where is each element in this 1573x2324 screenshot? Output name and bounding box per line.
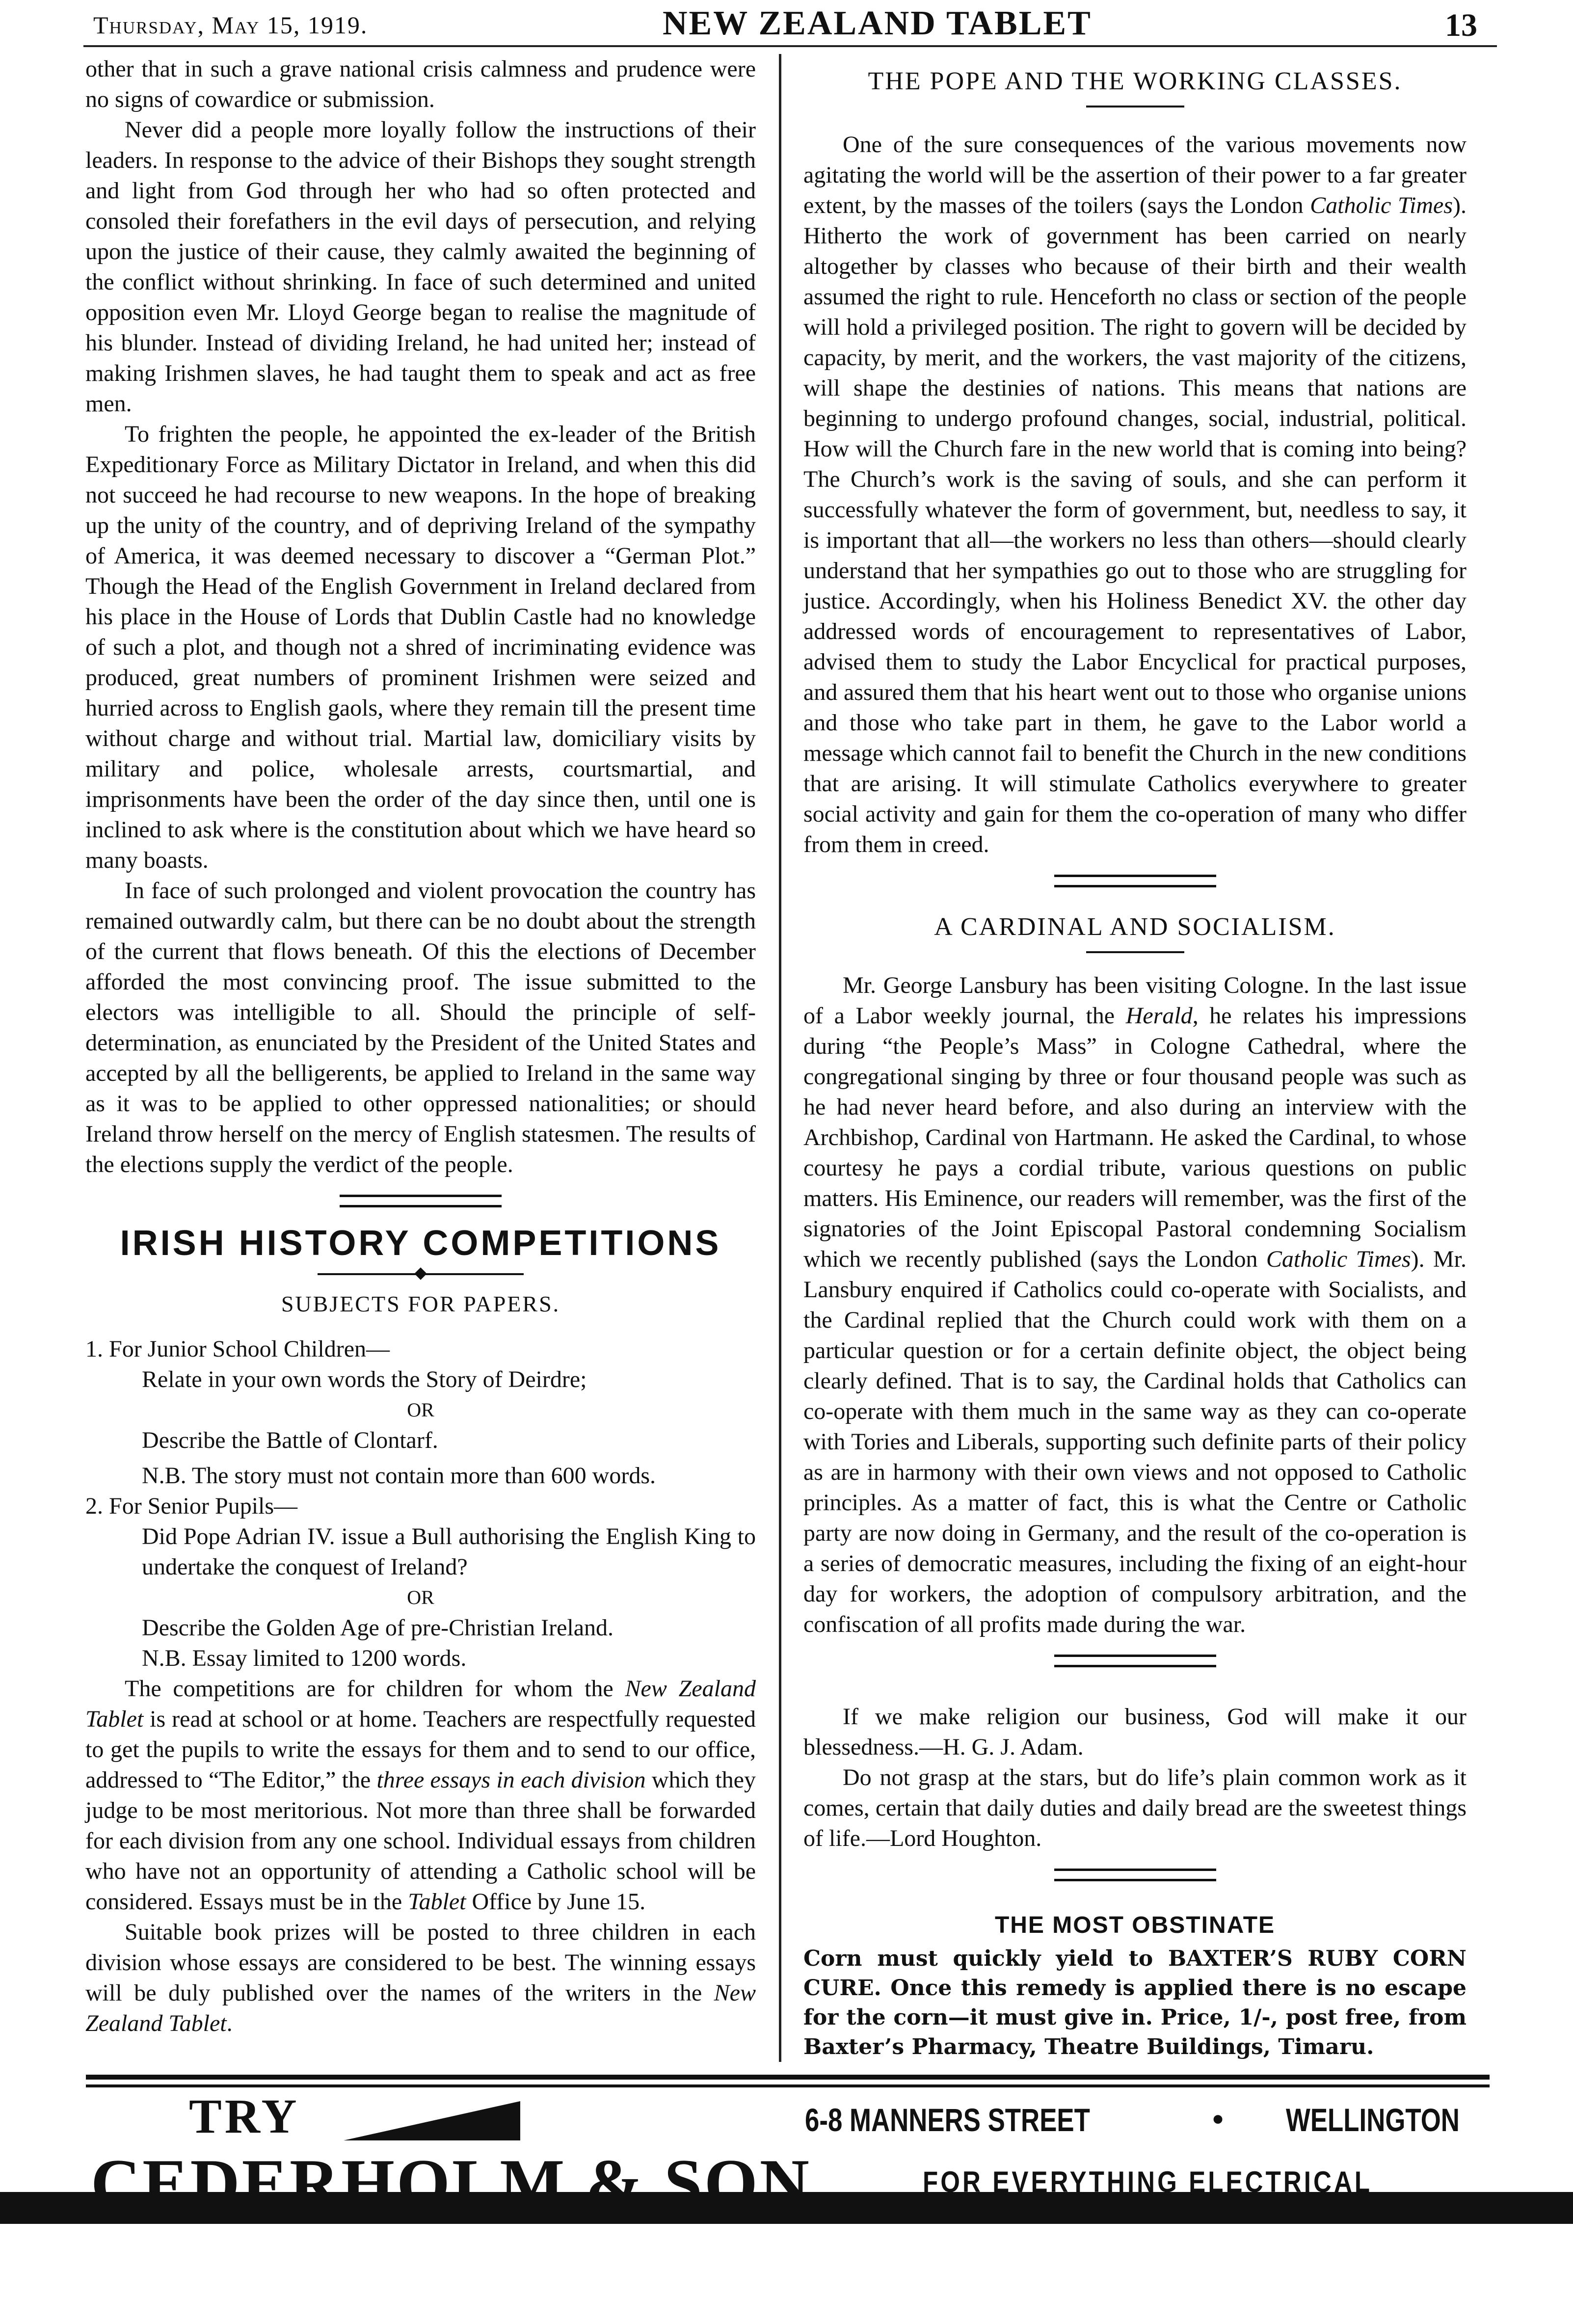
paragraph — [803, 1702, 1466, 1763]
italic-text: New Zealand Tablet — [85, 1980, 756, 2036]
wedge-graphic — [344, 2101, 520, 2140]
text-run: One of the sure consequences of the various movements now agitating the world will be the assertion of their power to a far greater extent, by the masses of the toilers (says the London — [803, 132, 1466, 218]
irish-article — [85, 54, 756, 1180]
page-header — [83, 0, 1497, 49]
ad-slogan: FOR EVERYTHING ELECTRICAL — [923, 2165, 1373, 2198]
text-run: OR — [407, 1399, 434, 1421]
paragraph — [85, 1395, 756, 1425]
text-run: Mr. George Lansbury has been visiting Cologne. In the last issue of a Labor weekly journal, the — [803, 972, 1466, 1029]
section-double-rule — [340, 1195, 502, 1207]
paragraph — [85, 1425, 756, 1456]
text-run: The competitions are for children for whom the — [125, 1676, 625, 1702]
ad-address: 6-8 MANNERS STREET — [805, 2102, 1090, 2138]
competitions-section — [85, 1222, 756, 2039]
text-run: Office by June 15. — [466, 1889, 646, 1915]
footer-rule — [86, 2075, 1490, 2080]
text-run: Never did a people more loyally follow the instructions of their leaders. In response to the advice of their Bishops they sought strength and light from God through her who had so often protected and consoled their forefathers in the evil days of persecution, and relying upon the justice of their cause, they calmly awaited the beginning of the conflict without shrinking. In face of such determined and united opposition even Mr. Lloyd George began to realise the magnitude of his blunder. Instead of dividing Ireland, he had united her; instead of making Irishmen slaves, he had taught them to speak and act as free men. — [85, 117, 756, 417]
paragraph — [85, 1613, 756, 1643]
title-rule — [1086, 951, 1184, 953]
competitions-title: IRISH HISTORY COMPETITIONS — [120, 1224, 721, 1263]
text-run: Do not grasp at the stars, but do life’s plain common work as it comes, certain that daily duties and daily bread are the sweetest things of life.—Lord Houghton. — [803, 1764, 1466, 1851]
competitions-subtitle: SUBJECTS FOR PAPERS. — [281, 1291, 560, 1316]
text-run: To frighten the people, he appointed the ex-leader of the British Expeditionary Force as Military Dictator in Ireland, and when this did not succeed he had recourse to new weapons. In the hope of breaking up the unity of the country, and of depriving Ireland of the sympathy of America, it was deemed necessary to discover a “German Plot.” Though the Head of the English Government in Ireland declared from his place in the House of Lords that Dublin Castle had no knowledge of such a plot, and though not a shred of incriminating evidence was produced, great numbers of prominent Irishmen were seized and hurried across to English gaols, where they remain till the present time without charge and without trial. Martial law, domiciliary visits by military and police, wholesale arrests, courtsmartial, and imprisonments have been the order of the day since then, until one is inclined to ask where is the constitution about which we have heard so many boasts. — [85, 421, 756, 873]
paragraph — [85, 54, 756, 115]
footer-advertisement — [0, 2072, 1573, 2224]
text-run: , he relates his impressions during “the People’s Mass” in Cologne Cathedral, where the congregational singing by three or four thousand people was such as he had never heard before, and also during an interview with the Archbishop, Cardinal von Hartmann. He asked the Cardinal, to whose courtesy he pays a cordial tribute, various questions on public matters. His Eminence, our readers will remember, was the first of the signatories of the Joint Episcopal Pastoral condemning Socialism which we recently published (says the London — [803, 1003, 1467, 1272]
right-column — [803, 54, 1466, 2062]
paragraph — [85, 1491, 756, 1522]
paragraph — [85, 1522, 756, 1582]
italic-text: three essays in each division — [376, 1767, 646, 1793]
paragraph — [803, 970, 1466, 1640]
text-run: Did Pope Adrian IV. issue a Bull authorising the English King to undertake the conquest of Ireland? — [142, 1523, 756, 1580]
cardinal-body — [803, 970, 1466, 1640]
text-run: OR — [407, 1586, 434, 1608]
text-run: . — [226, 2010, 233, 2036]
quotes-body — [803, 1702, 1466, 1854]
corn-ad-text: Corn must quickly yield to BAXTER’S RUBY CORN CURE. Once this remedy is applied there is no escape for the corn—it must give in. Price, 1/-, post free, from Baxter’s Pharmacy, Theatre Buildings, Timaru. — [803, 1946, 1466, 2059]
article-body — [85, 54, 756, 1180]
paragraph — [85, 115, 756, 419]
section-double-rule — [1054, 1655, 1216, 1667]
text-run: N.B. Essay limited to 1200 words. — [142, 1645, 467, 1671]
text-run: is read at school or at home. Teachers are respectfully requested to get the pupils to write the essays for them and to send to our office, addressed to “The Editor,” the — [85, 1706, 756, 1793]
pope-body — [803, 130, 1466, 860]
text-run: In face of such prolonged and violent provocation the country has remained outwardly calm, but there can be no doubt about the strength of the current that flows beneath. Of this the elections of December afforded the most convincing proof. The issue submitted to the electors was intelligible to all. Should the principle of self-determination, as enunciated by the President of the United States and accepted by all the belligerents, be applied to Ireland in the same way as it was to be applied to other oppressed nationalities; or should Ireland throw herself on the mercy of English statesmen. The results of the elections supply the verdict of the people. — [85, 878, 756, 1177]
text-run: other that in such a grave national crisis calmness and prudence were no signs of cowardice or submission. — [85, 56, 756, 112]
corn-ad-title: THE MOST OBSTINATE — [994, 1912, 1276, 1938]
corn-cure-ad — [803, 1896, 1466, 2062]
paragraph — [85, 876, 756, 1180]
text-run: which they judge to be most meritorious. Not more than three shall be forwarded for each division from any one school. Individual essays from children who have not an opportunity of attending a Catholic school will be considered. Essays must be in the — [85, 1767, 756, 1915]
title-rule — [1086, 106, 1184, 107]
cardinal-section — [803, 902, 1466, 1640]
paragraph — [85, 1674, 756, 1917]
italic-text: Catholic Times — [1266, 1246, 1411, 1272]
header-rule — [83, 45, 1497, 47]
text-run: Describe the Battle of Clontarf. — [142, 1427, 438, 1453]
masthead-title: NEW ZEALAND TABLET — [663, 4, 1092, 42]
ad-city: WELLINGTON — [1286, 2102, 1460, 2138]
text-run: 1. For Junior School Children— — [85, 1336, 390, 1362]
paragraph — [803, 1763, 1466, 1854]
text-run: 2. For Senior Pupils— — [85, 1493, 298, 1519]
section-double-rule — [1054, 875, 1216, 887]
paragraph — [85, 1917, 756, 2039]
competitions-body — [85, 1334, 756, 2039]
page-number: 13 — [1445, 7, 1477, 43]
paragraph — [85, 1582, 756, 1613]
paragraph — [85, 1461, 756, 1491]
paragraph — [85, 419, 756, 876]
text-run: Describe the Golden Age of pre-Christian Ireland. — [142, 1615, 614, 1641]
paragraph — [85, 1334, 756, 1364]
left-column — [85, 54, 756, 2062]
paragraph — [85, 1643, 756, 1674]
ad-try: TRY — [189, 2089, 300, 2143]
pope-title: THE POPE AND THE WORKING CLASSES. — [868, 67, 1402, 95]
text-run: ). Mr. Lansbury enquired if Catholics could co-operate with Socialists, and the Cardinal replied that the Church could work with them on a particular question or for a certain definite object, the object being clearly defined. That is to say, the Cardinal holds that Catholics can co-operate with them much in the same way as they can co-operate with Tories and Liberals, supporting such definite parts of their policy as are in harmony with their own views and not opposed to Catholic principles. As a matter of fact, this is what the Centre or Catholic party are now doing in Germany, and the result of the co-operation is a series of democratic measures, including the fixing of an eight-hour day for workers, the adoption of compulsory arbitration, and the confiscation of all profits made during the war. — [803, 1246, 1467, 1637]
issue-date: Thursday, May 15, 1919. — [93, 11, 368, 39]
text-run: Relate in your own words the Story of Deirdre; — [142, 1366, 587, 1392]
cardinal-title: A CARDINAL AND SOCIALISM. — [934, 913, 1336, 941]
italic-text: Herald — [1125, 1003, 1193, 1029]
italic-text: Tablet — [408, 1889, 466, 1915]
section-double-rule — [1054, 1869, 1216, 1881]
italic-text: New Zealand Tablet — [85, 1676, 756, 1732]
pope-section — [803, 54, 1466, 860]
ornament-rule — [318, 1269, 524, 1279]
ad-company: CEDERHOLM & SON — [91, 2145, 811, 2221]
text-run: If we make religion our business, God will make it our blessedness.—H. G. J. Adam. — [803, 1704, 1466, 1760]
italic-text: Catholic Times — [1310, 192, 1453, 218]
quotes-section — [803, 1682, 1466, 1854]
page-columns — [85, 49, 1491, 2062]
paragraph — [85, 1364, 756, 1395]
ad-separator: • — [1212, 2102, 1224, 2137]
footer-rule — [86, 2084, 1490, 2087]
text-run: N.B. The story must not contain more than 600 words. — [142, 1463, 656, 1489]
column-divider — [779, 54, 781, 2062]
paragraph — [803, 130, 1466, 860]
text-run: ). Hitherto the work of government has been carried on nearly altogether by classes who because of their birth and their wealth assumed the right to rule. Henceforth no class or section of the people will hold a privileged position. The right to govern will be decided by capacity, by merit, and the workers, the vast majority of the citizens, will shape the destinies of nations. This means that nations are beginning to undergo profound changes, social, industrial, political. How will the Church fare in the new world that is coming into being? The Church’s work is the saving of souls, and she can perform it successfully whatever the form of government, but, needless to say, it is important that all—the workers no less than others—should clearly understand that her sympathies go out to those who are struggling for justice. Accordingly, when his Holiness Benedict XV. the other day addressed words of encouragement to representatives of Labor, advised them to study the Labor Encyclical for practical purposes, and assured them that his heart went out to those who organise unions and those who take part in them, he gave to the Labor world a message which cannot fail to benefit the Church in the new conditions that are arising. It will stimulate Catholics everywhere to greater social activity and gain for them the co-operation of many who differ from them in creed. — [803, 192, 1467, 857]
text-run: Suitable book prizes will be posted to three children in each division whose essays are considered to be best. The winning essays will be duly published over the names of the writers in the — [85, 1919, 756, 2006]
